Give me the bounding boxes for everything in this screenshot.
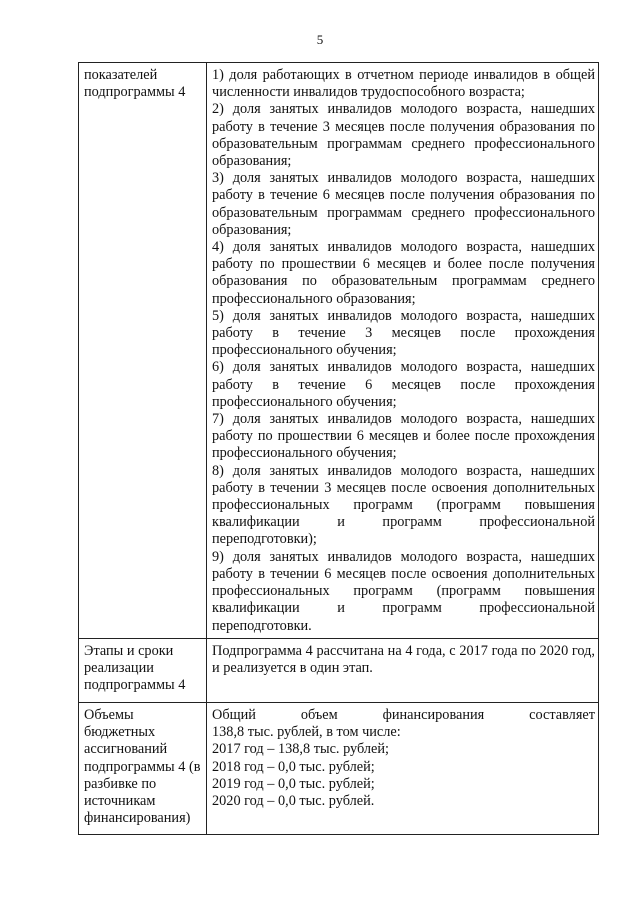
indicator-item: 4) доля занятых инвалидов молодого возраста, нашедших работу по прошествии 6 месяцев и более после получения образования по образовательным программам среднего профессионального образования; [212,239,595,307]
subprogram-passport-table [78,62,599,835]
table-row-indicators [79,63,599,639]
content-cell-funding [207,703,599,835]
indicator-item: 9) доля занятых инвалидов молодого возраста, нашедших работу в течении 6 месяцев после освоения дополнительных профессиональных программ (программ повышения квалификации и программ профессиональной переподготовки. [212,548,595,634]
indicator-item: 1) доля работающих в отчетном периоде инвалидов в общей численности инвалидов трудоспособного возраста; [212,67,595,101]
indicator-item: 2) доля занятых инвалидов молодого возраста, нашедших работу в течение 3 месяцев после получения образования по образовательным программам среднего профессионального образования; [212,101,595,170]
label-cell-indicators [79,63,207,639]
page-number: 5 [316,32,324,47]
indicator-item: 7) доля занятых инвалидов молодого возраста, нашедших работу по прошествии 6 месяцев и более после прохождения профессионального обучения; [212,411,595,462]
content-cell-indicators [207,63,599,639]
table-row-funding [79,703,599,835]
row-label: Этапы и сроки реализации подпрограммы 4 [84,643,186,694]
indicator-item: 3) доля занятых инвалидов молодого возраста, нашедших работу в течение 6 месяцев после получения образования по образовательным программам среднего профессионального образования; [212,170,595,238]
funding-line: 2020 год – 0,0 тыс. рублей. [212,793,375,810]
row-label: Объемы бюджетных ассигнований подпрограммы 4 (в разбивке по источникам финансирования) [84,707,201,827]
table-row-stages [79,639,599,703]
row-label: показателей подпрограммы 4 [84,67,186,101]
label-cell-funding [79,703,207,835]
content-cell-stages [207,639,599,703]
funding-line: 2018 год – 0,0 тыс. рублей; [212,758,375,775]
funding-total-line: Общий объем финансирования составляет [212,707,595,723]
funding-line: 138,8 тыс. рублей, в том числе: [212,724,401,741]
indicator-item: 8) доля занятых инвалидов молодого возраста, нашедших работу в течении 3 месяцев после освоения дополнительных профессиональных программ (программ повышения квалификации и программ профессиональной переподготовки); [212,462,595,548]
stages-text: Подпрограмма 4 рассчитана на 4 года, с 2017 года по 2020 год, и реализуется в один этап. [212,643,595,677]
label-cell-stages [79,639,207,703]
indicator-item: 5) доля занятых инвалидов молодого возраста, нашедших работу в течение 3 месяцев после прохождения профессионального обучения; [212,307,595,359]
indicator-item: 6) доля занятых инвалидов молодого возраста, нашедших работу в течение 6 месяцев после прохождения профессионального обучения; [212,359,595,410]
funding-line: 2019 год – 0,0 тыс. рублей; [212,775,375,792]
funding-line: 2017 год – 138,8 тыс. рублей; [212,741,390,758]
